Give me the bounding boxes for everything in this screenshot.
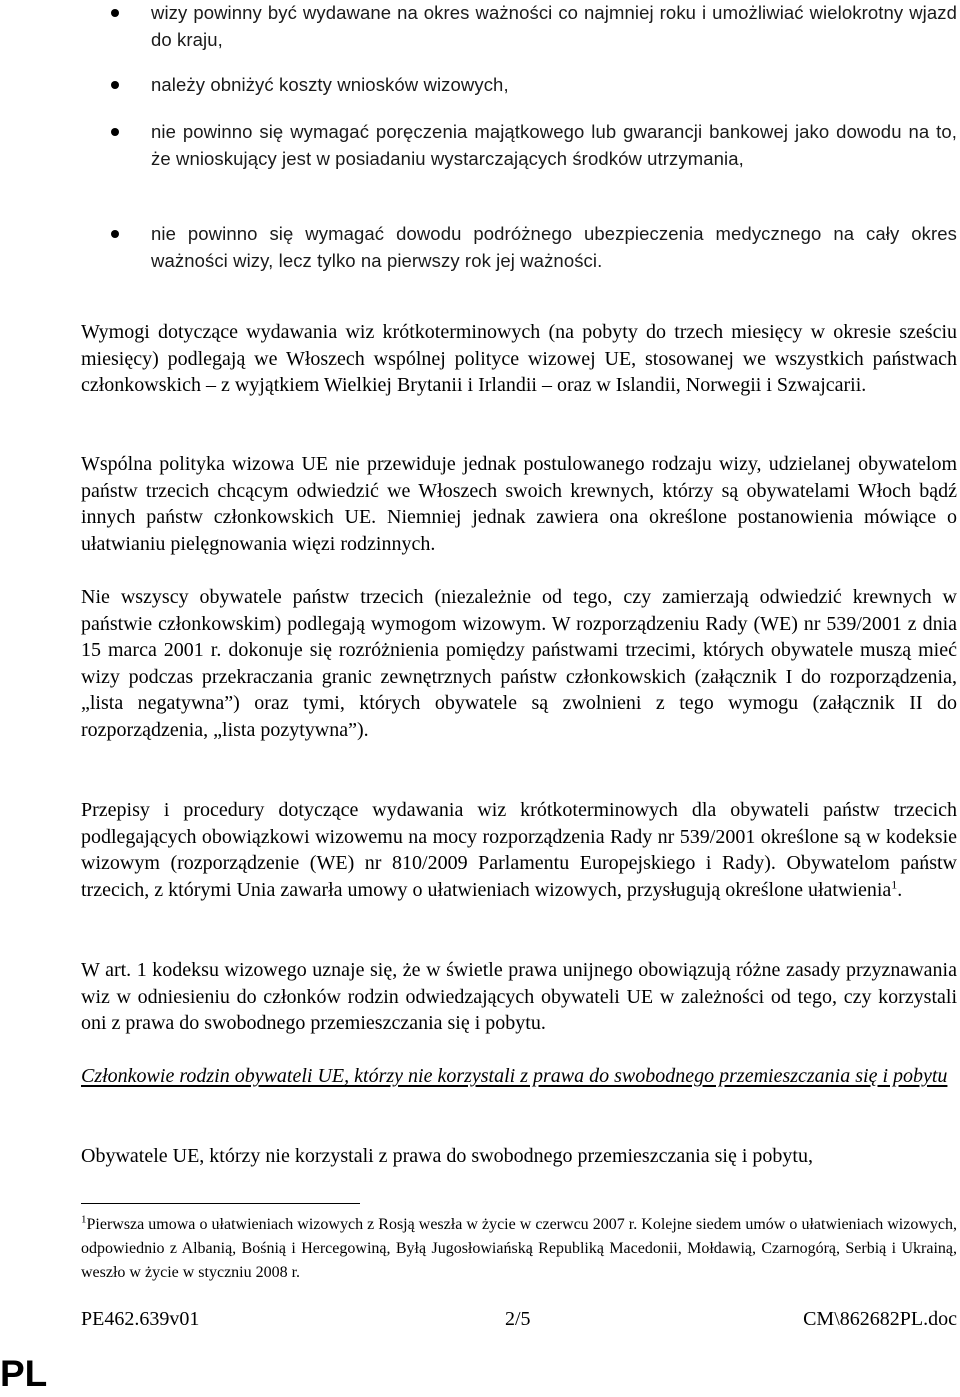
paragraph-article-1: W art. 1 kodeksu wizowego uznaje się, że w świetle prawa unijnego obowiązują różne zasady przyznawania wiz w odniesieniu do członków rodzin odwiedzających obywateli UE w zależności od tego, czy korzystali oni z prawa do swobodnego przemieszczania się i pobytu. — [81, 959, 957, 1035]
bullet-text: należy obniżyć koszty wniosków wizowych, — [151, 74, 509, 95]
footer-filename: CM\862682PL.doc — [803, 1308, 957, 1330]
bullet-text: nie powinno się wymagać poręczenia majątkowego lub gwarancji bankowej jako dowodu na to, że wnioskujący jest w posiadaniu wystarczających środków utrzymania, — [151, 121, 957, 169]
footnote-reference[interactable]: 1 — [891, 877, 898, 892]
bullet-text: nie powinno się wymagać dowodu podróżnego ubezpieczenia medycznego na cały okres ważności wizy, lecz tylko na pierwszy rok jej ważności. — [151, 223, 957, 271]
footer-doc-ref: PE462.639v01 — [81, 1308, 200, 1330]
page-footer — [81, 1305, 957, 1333]
footnote — [81, 1213, 957, 1285]
paragraph-common-visa-policy: Wspólna polityka wizowa UE nie przewiduje jednak postulowanego rodzaju wizy, udzielanej obywatelom państw trzecich chcącym odwiedzić we Włoszech swoich krewnych, którzy są obywatelami Włoch bądź innych państw członkowskich UE. Niemniej jednak zawiera ona określone postanowienia mówiące o ułatwianiu pielęgnowania więzi rodzinnych. — [81, 453, 957, 555]
paragraph-visa-lists: Nie wszyscy obywatele państw trzecich (niezależnie od tego, czy zamierzają odwiedzić krewnych w państwie członkowskim) podlegają wymogom wizowym. W rozporządzeniu Rady (WE) nr 539/2001 z dnia 15 marca 2001 r. dokonuje się rozróżnienia pomiędzy państwami trzecimi, których obywatele muszą mieć wizy podczas przekraczania granic zewnętrznych państw członkowskich (załącznik I do rozporządzenia, „lista negatywna”) oraz tymi, których obywatele są zwolnieni z tego wymogu (załącznik II do rozporządzenia, „lista pozytywna”). — [81, 586, 957, 741]
paragraph-eu-citizens: Obywatele UE, którzy nie korzystali z prawa do swobodnego przemieszczania się i pobytu, — [81, 1145, 813, 1167]
paragraph-text: Przepisy i procedury dotyczące wydawania wiz krótkoterminowych dla obywateli państw trzecich podlegających obowiązkowi wizowemu na mocy rozporządzenia Rady nr 539/2001 określone są w kodeksie wizowym (rozporządzenie (WE) nr 810/2009 Parlamentu Europejskiego i Rady). Obywatelom państw trzecich, z którymi Unia zawarła umowy o ułatwieniach wizowych, przysługują określone ułatwienia — [81, 799, 957, 901]
language-code: PL — [0, 1353, 48, 1394]
bullet-icon — [111, 128, 119, 136]
bullet-text: wizy powinny być wydawane na okres ważności co najmniej roku i umożliwiać wielokrotny wjazd do kraju, — [151, 2, 957, 50]
bullet-icon — [111, 81, 119, 89]
paragraph-visa-code — [81, 797, 957, 903]
bullet-icon — [111, 230, 119, 238]
list-item — [151, 221, 957, 274]
list-item — [151, 72, 957, 99]
footnote-divider — [81, 1203, 360, 1204]
bullet-icon — [111, 9, 119, 17]
footnote-number: 1 — [81, 1213, 87, 1226]
list-item — [151, 0, 957, 53]
paragraph-visa-requirements: Wymogi dotyczące wydawania wiz krótkoterminowych (na pobyty do trzech miesięcy w okresie sześciu miesięcy) podlegają we Włoszech wspólnej polityce wizowej UE, stosowanej we wszystkich państwach członkowskich – z wyjątkiem Wielkiej Brytanii i Irlandii – oraz w Islandii, Norwegii i Szwajcarii. — [81, 321, 957, 397]
footnote-text: Pierwsza umowa o ułatwieniach wizowych z Rosją weszła w życie w czerwcu 2007 r. Kolejne siedem umów o ułatwieniach wizowych, odpowiednio z Albanią, Bośnią i Hercegowiną, Byłą Jugosłowiańską Republiką Macedonii, Mołdawią, Czarnogórą, Serbią i Ukrainą, weszło w życie w styczniu 2008 r. — [81, 1216, 957, 1281]
section-heading: Członkowie rodzin obywateli UE, którzy nie korzystali z prawa do swobodnego przemieszczania się i pobytu — [81, 1065, 948, 1087]
paragraph-end: . — [897, 878, 903, 901]
footer-page-number: 2/5 — [505, 1308, 531, 1330]
list-item — [151, 119, 957, 172]
